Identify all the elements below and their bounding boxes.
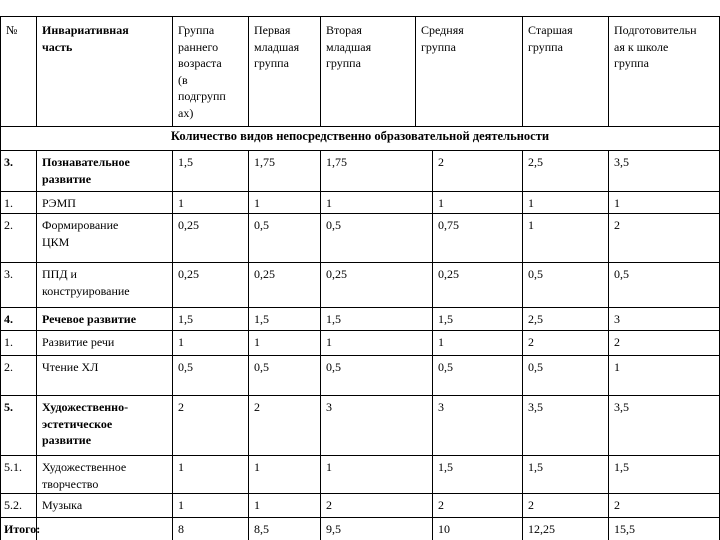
row-value: 2 bbox=[438, 498, 444, 512]
row-value: 1 bbox=[254, 460, 260, 474]
row-number: 1. bbox=[4, 196, 13, 210]
row-value: 0,5 bbox=[614, 267, 629, 281]
row-value: 0,75 bbox=[438, 218, 459, 232]
row-number: 5.2. bbox=[4, 498, 22, 512]
row-value: 0,5 bbox=[528, 360, 543, 374]
row-value: 0,25 bbox=[438, 267, 459, 281]
header-cell: Подготовительн ая к школе группа bbox=[614, 23, 697, 70]
row-value: 0,25 bbox=[254, 267, 275, 281]
row-label: ППД и конструирование bbox=[42, 267, 130, 298]
row-value: 3 bbox=[438, 400, 444, 414]
row-value: 2 bbox=[178, 400, 184, 414]
row-value: 1 bbox=[254, 498, 260, 512]
row-label: Чтение ХЛ bbox=[42, 360, 99, 374]
row-number: 3. bbox=[4, 155, 13, 169]
row-value: 0,5 bbox=[254, 218, 269, 232]
row-value: 3 bbox=[326, 400, 332, 414]
total-value: 8 bbox=[178, 522, 184, 536]
header-column-divider bbox=[36, 16, 37, 126]
row-divider bbox=[0, 262, 720, 263]
row-divider bbox=[0, 191, 720, 192]
row-value: 1 bbox=[254, 335, 260, 349]
row-value: 0,5 bbox=[528, 267, 543, 281]
header-column-divider bbox=[415, 16, 416, 126]
total-value: 15,5 bbox=[614, 522, 635, 536]
table-top-border bbox=[0, 16, 720, 17]
row-divider bbox=[0, 455, 720, 456]
row-value: 2 bbox=[614, 335, 620, 349]
row-value: 3,5 bbox=[528, 400, 543, 414]
header-cell: Первая младшая группа bbox=[254, 23, 300, 70]
row-value: 1,5 bbox=[178, 312, 193, 326]
row-value: 1,75 bbox=[254, 155, 275, 169]
total-value: 9,5 bbox=[326, 522, 341, 536]
section-title: Количество видов непосредственно образовательной деятельности bbox=[170, 129, 550, 143]
header-cell: Вторая младшая группа bbox=[326, 23, 372, 70]
row-divider bbox=[0, 493, 720, 494]
row-number: 2. bbox=[4, 360, 13, 374]
row-number: 5.1. bbox=[4, 460, 22, 474]
row-value: 3 bbox=[614, 312, 620, 326]
row-label: Речевое развитие bbox=[42, 312, 137, 326]
row-label: Художественно- эстетическое развитие bbox=[42, 400, 129, 447]
row-value: 1 bbox=[614, 196, 620, 210]
row-value: 1,5 bbox=[438, 460, 453, 474]
row-value: 1 bbox=[326, 335, 332, 349]
row-value: 2 bbox=[614, 498, 620, 512]
section-left-border bbox=[0, 126, 1, 150]
row-value: 1 bbox=[254, 196, 260, 210]
header-cell: Средняя группа bbox=[421, 23, 464, 54]
row-value: 1 bbox=[178, 335, 184, 349]
header-bottom-border bbox=[0, 126, 720, 127]
header-column-divider bbox=[522, 16, 523, 126]
row-label: Познавательное развитие bbox=[42, 155, 130, 186]
total-label: Итого: bbox=[4, 522, 41, 536]
row-value: 1 bbox=[528, 196, 534, 210]
body-column-divider bbox=[432, 150, 433, 540]
header-number: № bbox=[6, 23, 18, 37]
row-value: 1 bbox=[326, 460, 332, 474]
row-value: 2 bbox=[326, 498, 332, 512]
row-divider bbox=[0, 517, 720, 518]
row-value: 0,5 bbox=[438, 360, 453, 374]
row-divider bbox=[0, 355, 720, 356]
row-value: 0,25 bbox=[326, 267, 347, 281]
body-column-divider bbox=[522, 150, 523, 540]
row-divider bbox=[0, 150, 720, 151]
row-value: 1,5 bbox=[254, 312, 269, 326]
row-value: 2 bbox=[528, 498, 534, 512]
row-value: 0,25 bbox=[178, 267, 199, 281]
header-column-divider bbox=[172, 16, 173, 126]
row-value: 1 bbox=[614, 360, 620, 374]
row-value: 1 bbox=[438, 196, 444, 210]
row-label: Художественное творчество bbox=[42, 460, 127, 491]
header-cell: Инвариативная часть bbox=[42, 23, 129, 54]
row-value: 0,5 bbox=[326, 360, 341, 374]
total-value: 12,25 bbox=[528, 522, 555, 536]
row-value: 1,75 bbox=[326, 155, 347, 169]
body-column-divider bbox=[608, 150, 609, 540]
header-column-divider bbox=[248, 16, 249, 126]
row-value: 0,25 bbox=[178, 218, 199, 232]
row-value: 1 bbox=[178, 196, 184, 210]
total-value: 10 bbox=[438, 522, 450, 536]
row-value: 2 bbox=[254, 400, 260, 414]
header-column-divider bbox=[0, 16, 1, 126]
row-value: 0,5 bbox=[178, 360, 193, 374]
row-divider bbox=[0, 213, 720, 214]
row-value: 0,5 bbox=[326, 218, 341, 232]
header-cell: Старшая группа bbox=[528, 23, 573, 54]
total-value: 8,5 bbox=[254, 522, 269, 536]
row-label: Музыка bbox=[42, 498, 83, 512]
row-divider bbox=[0, 307, 720, 308]
row-label: Развитие речи bbox=[42, 335, 115, 349]
row-value: 3,5 bbox=[614, 400, 629, 414]
row-value: 2 bbox=[528, 335, 534, 349]
row-value: 1 bbox=[178, 460, 184, 474]
body-column-divider bbox=[0, 150, 1, 540]
row-value: 1 bbox=[528, 218, 534, 232]
row-label: РЭМП bbox=[42, 196, 76, 210]
row-value: 1 bbox=[438, 335, 444, 349]
row-value: 1,5 bbox=[614, 460, 629, 474]
row-number: 1. bbox=[4, 335, 13, 349]
row-divider bbox=[0, 330, 720, 331]
body-column-divider bbox=[36, 150, 37, 540]
row-label: Формирование ЦКМ bbox=[42, 218, 119, 249]
body-column-divider bbox=[172, 150, 173, 540]
row-number: 2. bbox=[4, 218, 13, 232]
row-value: 2 bbox=[438, 155, 444, 169]
row-value: 1,5 bbox=[178, 155, 193, 169]
row-number: 4. bbox=[4, 312, 13, 326]
row-value: 2,5 bbox=[528, 312, 543, 326]
row-value: 1,5 bbox=[326, 312, 341, 326]
row-value: 1,5 bbox=[528, 460, 543, 474]
row-value: 2 bbox=[614, 218, 620, 232]
row-number: 3. bbox=[4, 267, 13, 281]
header-cell: Группа раннего возраста (в подгрупп ах) bbox=[178, 23, 226, 120]
row-value: 2,5 bbox=[528, 155, 543, 169]
row-value: 0,5 bbox=[254, 360, 269, 374]
row-value: 1,5 bbox=[438, 312, 453, 326]
row-divider bbox=[0, 395, 720, 396]
row-value: 1 bbox=[326, 196, 332, 210]
header-column-divider bbox=[608, 16, 609, 126]
header-column-divider bbox=[320, 16, 321, 126]
row-value: 1 bbox=[178, 498, 184, 512]
row-number: 5. bbox=[4, 400, 13, 414]
row-value: 3,5 bbox=[614, 155, 629, 169]
